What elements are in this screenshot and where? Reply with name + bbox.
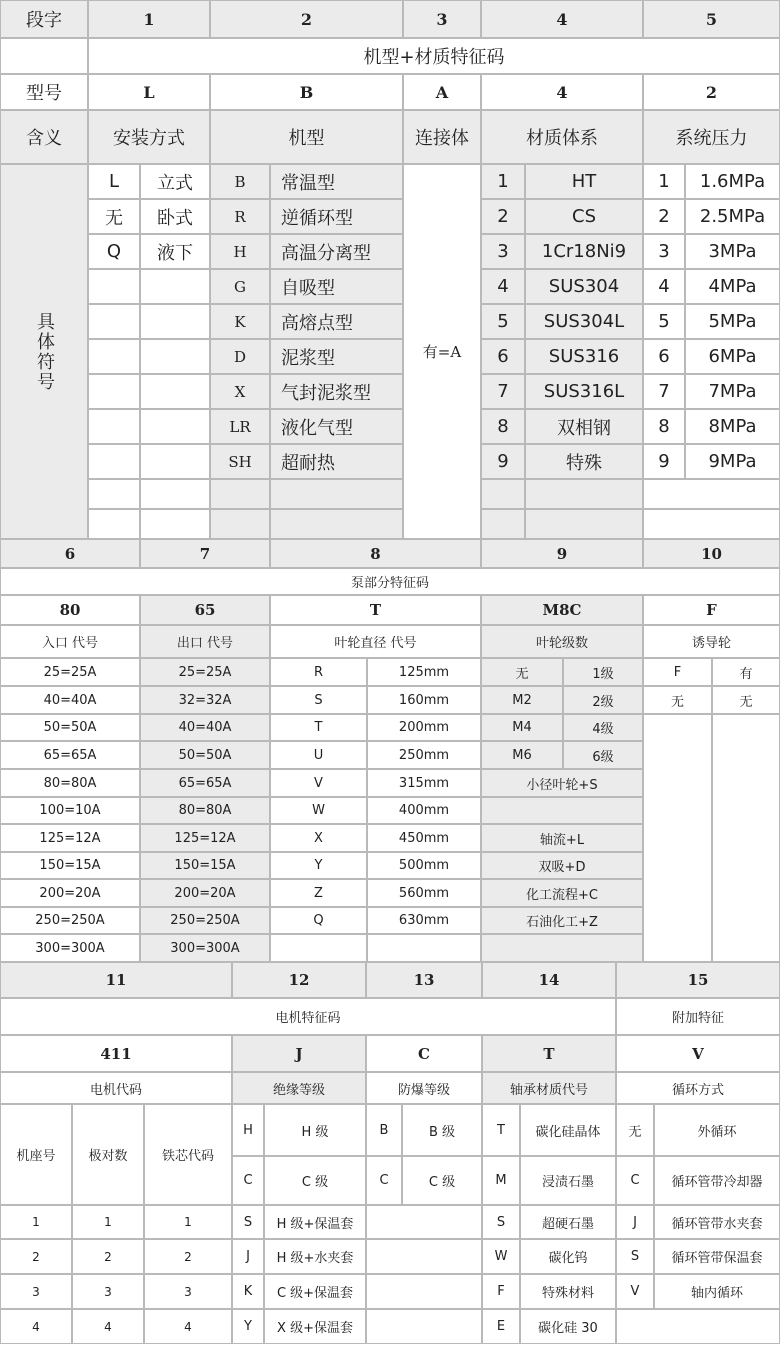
motor-sub-label: 机座号 bbox=[0, 1104, 72, 1205]
impeller-code: Q bbox=[270, 907, 367, 934]
blank-cell bbox=[643, 509, 780, 539]
stage-extra: 小径叶轮+S bbox=[481, 769, 643, 797]
segment-number: 2 bbox=[210, 0, 403, 38]
model-code: SH bbox=[210, 444, 270, 479]
impeller-code: X bbox=[270, 824, 367, 852]
motor-value: 4 bbox=[0, 1309, 72, 1344]
install-desc bbox=[140, 444, 210, 479]
stage-extra bbox=[481, 797, 643, 824]
inducer-code: F bbox=[643, 658, 712, 686]
model-code: LR bbox=[210, 409, 270, 444]
outlet-code: 150=15A bbox=[140, 852, 270, 879]
inlet-code: 40=40A bbox=[0, 686, 140, 714]
type-code: B bbox=[210, 74, 403, 110]
motor-value: 3 bbox=[0, 1274, 72, 1309]
inlet-code: 300=300A bbox=[0, 934, 140, 962]
impeller-diameter: 500mm bbox=[367, 852, 481, 879]
inducer-code: 无 bbox=[643, 686, 712, 714]
impeller-diameter: 630mm bbox=[367, 907, 481, 934]
pressure-code: 8 bbox=[643, 409, 685, 444]
explosion-desc: C 级 bbox=[402, 1156, 482, 1205]
insulation-desc: C 级+保温套 bbox=[264, 1274, 366, 1309]
pressure-code: 1 bbox=[643, 164, 685, 199]
install-desc: 液下 bbox=[140, 234, 210, 269]
insulation-code: J bbox=[232, 1239, 264, 1274]
feature-code: J bbox=[232, 1035, 366, 1072]
impeller-diameter: 125mm bbox=[367, 658, 481, 686]
model-code bbox=[210, 509, 270, 539]
blank-cell bbox=[366, 1239, 482, 1274]
material-code bbox=[481, 479, 525, 509]
bearing-desc: 碳化硅晶体 bbox=[520, 1104, 616, 1156]
meaning-label: 机型 bbox=[210, 110, 403, 164]
outlet-code: 125=12A bbox=[140, 824, 270, 852]
material-code bbox=[481, 509, 525, 539]
model-desc bbox=[270, 509, 403, 539]
pressure-desc: 7MPa bbox=[685, 374, 780, 409]
impeller-code: V bbox=[270, 769, 367, 797]
install-desc bbox=[140, 409, 210, 444]
feature-label: 电机代码 bbox=[0, 1072, 232, 1104]
pressure-code: 3 bbox=[643, 234, 685, 269]
install-code bbox=[88, 339, 140, 374]
stage-desc: 1级 bbox=[563, 658, 643, 686]
material-desc bbox=[525, 509, 643, 539]
inlet-code: 150=15A bbox=[0, 852, 140, 879]
inlet-code: 200=20A bbox=[0, 879, 140, 907]
install-desc bbox=[140, 269, 210, 304]
pressure-desc: 3MPa bbox=[685, 234, 780, 269]
material-desc: 双相钢 bbox=[525, 409, 643, 444]
material-code: 2 bbox=[481, 199, 525, 234]
segment-number: 4 bbox=[481, 0, 643, 38]
circulation-desc: 外循环 bbox=[654, 1104, 780, 1156]
material-desc: HT bbox=[525, 164, 643, 199]
bearing-code: F bbox=[482, 1274, 520, 1309]
material-code: 7 bbox=[481, 374, 525, 409]
pressure-code: 4 bbox=[643, 269, 685, 304]
circulation-desc: 循环管带水夹套 bbox=[654, 1205, 780, 1239]
outlet-code: 200=20A bbox=[140, 879, 270, 907]
segment-number: 11 bbox=[0, 962, 232, 998]
feature-code: T bbox=[482, 1035, 616, 1072]
material-desc: 1Cr18Ni9 bbox=[525, 234, 643, 269]
model-desc: 气封泥浆型 bbox=[270, 374, 403, 409]
install-code: L bbox=[88, 164, 140, 199]
insulation-code: C bbox=[232, 1156, 264, 1205]
material-code: 6 bbox=[481, 339, 525, 374]
impeller-diameter: 160mm bbox=[367, 686, 481, 714]
impeller-diameter: 200mm bbox=[367, 714, 481, 741]
impeller-code: Y bbox=[270, 852, 367, 879]
stage-code: M6 bbox=[481, 741, 563, 769]
segment-number: 15 bbox=[616, 962, 780, 998]
row-label: 型号 bbox=[0, 74, 88, 110]
section-title: 电机特征码 bbox=[0, 998, 616, 1035]
segment-number: 12 bbox=[232, 962, 366, 998]
stage-desc: 6级 bbox=[563, 741, 643, 769]
motor-value: 4 bbox=[72, 1309, 144, 1344]
type-code: A bbox=[403, 74, 481, 110]
feature-label: 轴承材质代号 bbox=[482, 1072, 616, 1104]
material-desc: SUS304L bbox=[525, 304, 643, 339]
install-code: Q bbox=[88, 234, 140, 269]
type-code: 2 bbox=[643, 74, 780, 110]
feature-label: 循环方式 bbox=[616, 1072, 780, 1104]
section-title: 附加特征 bbox=[616, 998, 780, 1035]
model-code: G bbox=[210, 269, 270, 304]
stage-code: 无 bbox=[481, 658, 563, 686]
motor-value: 4 bbox=[144, 1309, 232, 1344]
feature-label: 防爆等级 bbox=[366, 1072, 482, 1104]
install-desc bbox=[140, 479, 210, 509]
model-desc: 自吸型 bbox=[270, 269, 403, 304]
install-code bbox=[88, 444, 140, 479]
outlet-code: 65=65A bbox=[140, 769, 270, 797]
motor-value: 2 bbox=[72, 1239, 144, 1274]
blank-cell bbox=[643, 479, 780, 509]
symbol-label bbox=[0, 164, 88, 539]
stage-extra: 双吸+D bbox=[481, 852, 643, 879]
outlet-code: 50=50A bbox=[140, 741, 270, 769]
circulation-code: J bbox=[616, 1205, 654, 1239]
bearing-code: E bbox=[482, 1309, 520, 1344]
inlet-code: 250=250A bbox=[0, 907, 140, 934]
circulation-code: 无 bbox=[616, 1104, 654, 1156]
model-desc: 超耐热 bbox=[270, 444, 403, 479]
install-code bbox=[88, 409, 140, 444]
segment-number: 5 bbox=[643, 0, 780, 38]
impeller-code: Z bbox=[270, 879, 367, 907]
segment-number: 3 bbox=[403, 0, 481, 38]
feature-code: V bbox=[616, 1035, 780, 1072]
model-desc: 液化气型 bbox=[270, 409, 403, 444]
bearing-desc: 超硬石墨 bbox=[520, 1205, 616, 1239]
install-desc bbox=[140, 304, 210, 339]
section-title: 机型+材质特征码 bbox=[88, 38, 780, 74]
material-code: 4 bbox=[481, 269, 525, 304]
insulation-code: Y bbox=[232, 1309, 264, 1344]
meaning-label: 安装方式 bbox=[88, 110, 210, 164]
feature-code: 411 bbox=[0, 1035, 232, 1072]
pressure-code: 5 bbox=[643, 304, 685, 339]
inducer-desc: 无 bbox=[712, 686, 780, 714]
impeller-diameter: 400mm bbox=[367, 797, 481, 824]
install-desc bbox=[140, 374, 210, 409]
material-code: 8 bbox=[481, 409, 525, 444]
material-desc: SUS316 bbox=[525, 339, 643, 374]
meaning-label: 材质体系 bbox=[481, 110, 643, 164]
model-desc bbox=[270, 479, 403, 509]
pressure-desc: 6MPa bbox=[685, 339, 780, 374]
stage-extra: 化工流程+C bbox=[481, 879, 643, 907]
model-code: D bbox=[210, 339, 270, 374]
stage-code: M4 bbox=[481, 714, 563, 741]
install-code bbox=[88, 509, 140, 539]
impeller-code: R bbox=[270, 658, 367, 686]
pressure-code: 6 bbox=[643, 339, 685, 374]
stage-extra: 石油化工+Z bbox=[481, 907, 643, 934]
material-code: 3 bbox=[481, 234, 525, 269]
circulation-desc: 循环管带保温套 bbox=[654, 1239, 780, 1274]
model-code: X bbox=[210, 374, 270, 409]
motor-value: 3 bbox=[72, 1274, 144, 1309]
motor-value: 2 bbox=[144, 1239, 232, 1274]
inlet-code: 80=80A bbox=[0, 769, 140, 797]
feature-code: M8C bbox=[481, 595, 643, 625]
inlet-code: 100=10A bbox=[0, 797, 140, 824]
install-code: 无 bbox=[88, 199, 140, 234]
motor-sub-label: 极对数 bbox=[72, 1104, 144, 1205]
feature-label: 出口 代号 bbox=[140, 625, 270, 658]
model-desc: 泥浆型 bbox=[270, 339, 403, 374]
bearing-code: M bbox=[482, 1156, 520, 1205]
feature-code: T bbox=[270, 595, 481, 625]
inlet-code: 65=65A bbox=[0, 741, 140, 769]
circulation-code: C bbox=[616, 1156, 654, 1205]
motor-value: 1 bbox=[144, 1205, 232, 1239]
connector-desc: 有=A bbox=[403, 164, 481, 539]
insulation-code: S bbox=[232, 1205, 264, 1239]
model-code: H bbox=[210, 234, 270, 269]
motor-value: 2 bbox=[0, 1239, 72, 1274]
bearing-desc: 浸渍石墨 bbox=[520, 1156, 616, 1205]
impeller-code: U bbox=[270, 741, 367, 769]
segment-number: 9 bbox=[481, 539, 643, 568]
blank-cell bbox=[366, 1274, 482, 1309]
outlet-code: 300=300A bbox=[140, 934, 270, 962]
section-title: 泵部分特征码 bbox=[0, 568, 780, 595]
impeller-diameter: 250mm bbox=[367, 741, 481, 769]
impeller-diameter: 560mm bbox=[367, 879, 481, 907]
material-desc: 特殊 bbox=[525, 444, 643, 479]
install-desc: 立式 bbox=[140, 164, 210, 199]
install-desc: 卧式 bbox=[140, 199, 210, 234]
type-code: 4 bbox=[481, 74, 643, 110]
outlet-code: 32=32A bbox=[140, 686, 270, 714]
bearing-code: S bbox=[482, 1205, 520, 1239]
insulation-code: H bbox=[232, 1104, 264, 1156]
section-header-label: 段字 bbox=[0, 0, 88, 38]
insulation-desc: X 级+保温套 bbox=[264, 1309, 366, 1344]
pressure-desc: 5MPa bbox=[685, 304, 780, 339]
blank-cell bbox=[712, 714, 780, 962]
insulation-desc: H 级 bbox=[264, 1104, 366, 1156]
material-desc bbox=[525, 479, 643, 509]
feature-code: C bbox=[366, 1035, 482, 1072]
feature-label: 绝缘等级 bbox=[232, 1072, 366, 1104]
type-code: L bbox=[88, 74, 210, 110]
model-desc: 逆循环型 bbox=[270, 199, 403, 234]
blank-cell bbox=[643, 714, 712, 962]
material-desc: SUS304 bbox=[525, 269, 643, 304]
segment-number: 10 bbox=[643, 539, 780, 568]
feature-code: 65 bbox=[140, 595, 270, 625]
model-code: K bbox=[210, 304, 270, 339]
meaning-label: 系统压力 bbox=[643, 110, 780, 164]
material-code: 1 bbox=[481, 164, 525, 199]
impeller-code: W bbox=[270, 797, 367, 824]
outlet-code: 80=80A bbox=[140, 797, 270, 824]
segment-number: 7 bbox=[140, 539, 270, 568]
blank-cell bbox=[366, 1205, 482, 1239]
material-desc: CS bbox=[525, 199, 643, 234]
install-code bbox=[88, 304, 140, 339]
feature-label: 叶轮级数 bbox=[481, 625, 643, 658]
insulation-desc: C 级 bbox=[264, 1156, 366, 1205]
pressure-code: 7 bbox=[643, 374, 685, 409]
bearing-code: T bbox=[482, 1104, 520, 1156]
insulation-code: K bbox=[232, 1274, 264, 1309]
blank-cell bbox=[0, 38, 88, 74]
feature-label: 叶轮直径 代号 bbox=[270, 625, 481, 658]
bearing-code: W bbox=[482, 1239, 520, 1274]
inlet-code: 50=50A bbox=[0, 714, 140, 741]
explosion-desc: B 级 bbox=[402, 1104, 482, 1156]
explosion-code: B bbox=[366, 1104, 402, 1156]
impeller-code: T bbox=[270, 714, 367, 741]
material-desc: SUS316L bbox=[525, 374, 643, 409]
segment-number: 14 bbox=[482, 962, 616, 998]
pressure-desc: 1.6MPa bbox=[685, 164, 780, 199]
circulation-code: S bbox=[616, 1239, 654, 1274]
segment-number: 8 bbox=[270, 539, 481, 568]
pressure-desc: 8MPa bbox=[685, 409, 780, 444]
pressure-desc: 4MPa bbox=[685, 269, 780, 304]
pressure-code: 9 bbox=[643, 444, 685, 479]
model-code bbox=[210, 479, 270, 509]
install-code bbox=[88, 374, 140, 409]
bearing-desc: 碳化钨 bbox=[520, 1239, 616, 1274]
stage-desc: 4级 bbox=[563, 714, 643, 741]
inlet-code: 125=12A bbox=[0, 824, 140, 852]
insulation-desc: H 级+水夹套 bbox=[264, 1239, 366, 1274]
install-desc bbox=[140, 339, 210, 374]
material-code: 5 bbox=[481, 304, 525, 339]
inlet-code: 25=25A bbox=[0, 658, 140, 686]
model-desc: 高熔点型 bbox=[270, 304, 403, 339]
inducer-desc: 有 bbox=[712, 658, 780, 686]
meaning-label: 连接体 bbox=[403, 110, 481, 164]
material-code: 9 bbox=[481, 444, 525, 479]
circulation-desc: 轴内循环 bbox=[654, 1274, 780, 1309]
blank-cell bbox=[481, 934, 643, 962]
motor-value: 3 bbox=[144, 1274, 232, 1309]
impeller-code: S bbox=[270, 686, 367, 714]
install-code bbox=[88, 479, 140, 509]
outlet-code: 25=25A bbox=[140, 658, 270, 686]
symbol-label-text: 具体符号 bbox=[34, 311, 55, 392]
outlet-code: 40=40A bbox=[140, 714, 270, 741]
install-desc bbox=[140, 509, 210, 539]
model-desc: 常温型 bbox=[270, 164, 403, 199]
impeller-diameter: 315mm bbox=[367, 769, 481, 797]
stage-code: M2 bbox=[481, 686, 563, 714]
outlet-code: 250=250A bbox=[140, 907, 270, 934]
feature-label: 入口 代号 bbox=[0, 625, 140, 658]
pressure-desc: 9MPa bbox=[685, 444, 780, 479]
insulation-desc: H 级+保温套 bbox=[264, 1205, 366, 1239]
install-code bbox=[88, 269, 140, 304]
feature-code: 80 bbox=[0, 595, 140, 625]
model-code: B bbox=[210, 164, 270, 199]
segment-number: 1 bbox=[88, 0, 210, 38]
feature-code: F bbox=[643, 595, 780, 625]
impeller-diameter: 450mm bbox=[367, 824, 481, 852]
segment-number: 6 bbox=[0, 539, 140, 568]
model-code: R bbox=[210, 199, 270, 234]
stage-extra: 轴流+L bbox=[481, 824, 643, 852]
explosion-code: C bbox=[366, 1156, 402, 1205]
bearing-desc: 碳化硅 30 bbox=[520, 1309, 616, 1344]
circulation-code: V bbox=[616, 1274, 654, 1309]
segment-number: 13 bbox=[366, 962, 482, 998]
row-label: 含义 bbox=[0, 110, 88, 164]
feature-label: 诱导轮 bbox=[643, 625, 780, 658]
motor-value: 1 bbox=[72, 1205, 144, 1239]
model-desc: 高温分离型 bbox=[270, 234, 403, 269]
motor-sub-label: 铁芯代码 bbox=[144, 1104, 232, 1205]
bearing-desc: 特殊材料 bbox=[520, 1274, 616, 1309]
impeller-diameter bbox=[367, 934, 481, 962]
pressure-desc: 2.5MPa bbox=[685, 199, 780, 234]
circulation-desc: 循环管带冷却器 bbox=[654, 1156, 780, 1205]
impeller-code bbox=[270, 934, 367, 962]
blank-cell bbox=[616, 1309, 780, 1344]
pressure-code: 2 bbox=[643, 199, 685, 234]
motor-value: 1 bbox=[0, 1205, 72, 1239]
blank-cell bbox=[366, 1309, 482, 1344]
stage-desc: 2级 bbox=[563, 686, 643, 714]
